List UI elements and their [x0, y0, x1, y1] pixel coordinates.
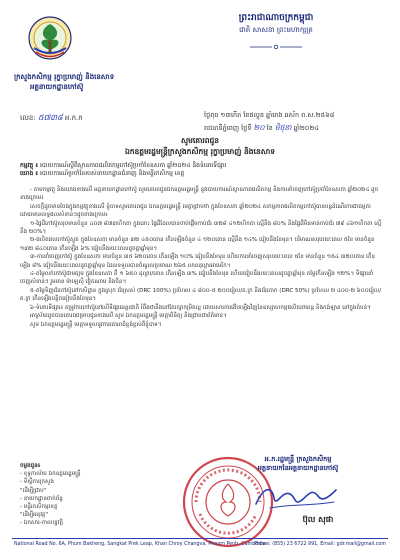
- solar-date-month: មិថុនា: [274, 123, 292, 132]
- cc-list: [20, 462, 170, 528]
- subject-text: របាយការណ៍ស្តីពីស្ថានភាពផលិតកម្មកៅស៊ូប្រចាំខែឧសភា ឆ្នាំ២០២៤ និងទំនោរទីផ្សារ: [39, 162, 227, 169]
- salutation: សូមគោរពជូន: [180, 136, 220, 145]
- handwritten-signature-icon: [250, 480, 342, 514]
- cc-item: - មន្ទីរកសិកម្មខេត្ត: [20, 504, 58, 511]
- cc-label: ចម្លងជូន៖: [20, 463, 41, 469]
- signatory-title-line1: អ.ក.រដ្ឋមន្ត្រី ក្រសួងកសិកម្ម: [264, 455, 332, 463]
- cc-item: "ដើម្បីអនុវត្ត": [20, 512, 49, 519]
- ministry-logo-icon: [26, 14, 74, 64]
- solar-date: [204, 123, 319, 134]
- signatory-title: [212, 455, 384, 473]
- doc-number-label: លេខ:: [20, 114, 36, 122]
- subject-label: កម្មវត្ថុ ៖: [20, 162, 39, 169]
- kingdom-title: ព្រះរាជាណាចក្រកម្ពុជា: [238, 13, 314, 23]
- body-paragraph: សូម ឯកឧត្តមរដ្ឋមន្ត្រី មេត្តាទទួលនូវការគោរពដ៏ខ្ពង់ខ្ពស់ពីខ្ញុំបាទ។: [30, 321, 162, 328]
- motto-ornament-icon: [248, 44, 304, 50]
- national-motto: ជាតិ សាសនា ព្រះមហាក្សត្រ: [239, 26, 313, 34]
- reference-text: របាយការណ៍ប្រចាំខែរបស់នាយកដ្ឋានជំនាញ និងមន្ទីរកសិកម្ម ខេត្ត: [39, 170, 185, 177]
- letter-body: [20, 186, 382, 329]
- solar-date-month-label: ខែ: [266, 124, 273, 132]
- footer-address: National Road No. 6A, Phum Bakheng, Sangkat Prek Leap, Khan Chroy Changva, Phnom Penh, Cambodia: [14, 542, 266, 547]
- body-paragraph: - តាមកម្មវត្ថុ និងយោងខាងលើ អគ្គនាយកដ្ឋានកៅស៊ូ សូមគោរពជូនឯកឧត្តមរដ្ឋមន្ត្រី នូវរបាយការណ៍ស្ថានភាពផលិតកម្ម និងការនាំចេញកៅស៊ូប្រចាំខែឧសភា ឆ្នាំ២០២៤ ដូចខាងក្រោម៖: [20, 187, 379, 202]
- subject-block: [20, 162, 380, 178]
- footer-divider: [12, 538, 388, 539]
- cc-item: - ខុទ្ទកាល័យ ឯកឧត្តមរដ្ឋមន្ត្រី: [20, 471, 81, 478]
- doc-number-suffix: អ.ក.ក: [64, 114, 83, 122]
- reference-line: [20, 170, 380, 178]
- doc-number-value: ៥៧៣៨: [37, 113, 63, 122]
- reference-label: យោង ៖: [20, 170, 39, 177]
- footer-contact: Phone: (855) 23 6722 991, Email: gdr.mail@gmail.com: [254, 542, 386, 547]
- cc-item: - នាយកដ្ឋានពាក់ព័ន្ធ: [20, 495, 63, 502]
- cc-item: - ឯកសារ-កាលប្បវត្តិ: [20, 520, 63, 527]
- solar-date-day: ២០: [253, 123, 265, 132]
- body-paragraph: អាស្រ័យដូចបានគោរពជម្រាបជូនខាងលើ សូម ឯកឧត្តមរដ្ឋមន្ត្រី មេត្តាពិនិត្យ និងជ្រាបជាព័ត៌មាន។: [30, 313, 227, 320]
- body-paragraph: ១-ផ្ទៃដីកៅស៊ូសរុបមានចំនួន ៤០៧ ៨៧៣ហិកតា ក្នុងនោះ ផ្ទៃដីដែលបានចាប់ផ្តើមកាប់ជ័រ ៣២៨ ៤១២ហិកតា ស្មើនឹង ៨០% និងផ្ទៃដីមិនទាន់កាប់ជ័រ ៧៩ ៤៦១ហិកតា ស្មើនឹង ២០%។: [20, 220, 382, 236]
- ministry-name: ក្រសួងកសិកម្ម រុក្ខាប្រមាញ់ និងនេសាទ: [14, 73, 115, 81]
- body-paragraph: សេចក្តីដូចមានចែងក្នុងកម្មវត្ថុខាងលើ ខ្ញុំបាទសូមគោរពជូន ឯកឧត្តមរដ្ឋមន្ត្រី មេត្តាជ្រាបថា ក្នុងខែឧសភា ឆ្នាំ២០២៤ សកម្មភាពផលិតកម្មកៅស៊ូបានបន្តដំណើរការជាធម្មតា ដោយមានលទ្ធផលសំខាន់ៗដូចខាងក្រោម៖: [20, 203, 371, 219]
- cc-item: "ដើម្បីជ្រាប": [20, 487, 47, 494]
- body-paragraph: ៥-តម្លៃទិញជ័រកៅស៊ូនៅកសិដ្ឋាន ក្នុងស្រុក ជ័រស្រស់ (DRC 100%) ប្រហែល ៤ ៨០០-៥ ២០០រៀល/គ.ក្រ និងជ័រកោក (DRC 50%) ប្រហែល ២ ៤០០-២ ៦០០រៀល/គ.ក្រ កើនឡើងបន្តិចធៀបនឹងខែមុន។: [20, 287, 382, 303]
- body-paragraph: ៣-ការនាំចេញកៅស៊ូ ក្នុងខែឧសភា មានចំនួន ៣៥ ៦២០តោន កើនឡើង ១០% ធៀបនឹងខែមុន ហើយការនាំចេញសរុបរយៈពេល ៥ខែ មានចំនួន ១៥៤ ៣២០តោន កើនឡើង ៨% ធៀបនឹងរយៈពេលដូចគ្នាឆ្នាំមុន ដែលទទួលបានចំណូលប្រមាណ ២៦៥ លានដុល្លារអាមេរិក។: [20, 254, 376, 269]
- subject-line: [20, 162, 380, 170]
- body-paragraph: ២-ផលិតផលកៅស៊ូស្ងួត ក្នុងខែឧសភា មានចំនួន ៣២ ៤៥០តោន កើនឡើងចំនួន ៤ ១២០តោន ស្មើនឹង ១៤% ធៀបនឹងខែមុន។ បរិមាណសរុបរយៈពេល ៥ខែ មានចំនួន ១៣២ ៨៤០តោន កើនឡើង ៦% ធៀបនឹងរយៈពេលដូចគ្នាឆ្នាំមុន។: [20, 237, 375, 252]
- signatory-title-line2: អគ្គនាយកនៃអគ្គនាយកដ្ឋានកៅស៊ូ: [257, 464, 339, 472]
- cc-item: - ទីស្តីការក្រសួង: [20, 479, 54, 486]
- document-number: [20, 112, 83, 124]
- national-header: [176, 12, 376, 54]
- lunar-date: ថ្ងៃពុធ ១៣កើត ខែផល្គុន ឆ្នាំរោង ឆស័ក ព.ស.២៥៦៨: [204, 111, 335, 119]
- body-paragraph: ៤-តម្លៃលក់កៅស៊ូជាមធ្យម ក្នុងខែឧសភា គឺ ១ ៦៥០ ដុល្លារ/តោន កើនឡើង ៣% ធៀបនឹងខែមុន ហើយធៀបនឹងរយៈពេលដូចគ្នាឆ្នាំមុន តម្លៃកើនឡើង ១២%។ ទីផ្សារនាំចេញសំខាន់ៗ រួមមាន ម៉ាឡេស៊ី វៀតណាម និងចិន។: [20, 271, 374, 286]
- solar-date-year: ឆ្នាំ២០២៤: [293, 124, 319, 132]
- signatory-name: ប៊ុល សុផា: [302, 515, 334, 524]
- body-paragraph: ៦-ទំនោរទីផ្សារ៖ តម្រូវការកៅស៊ូនៅលើទីផ្សារអន្តរជាតិ រំពឹងថានឹងនៅតែរក្សាកម្រិតល្អ ដោយសារការងើបឡើងវិញនៃឧស្សាហកម្មផលិតរថយន្ត និងកង់ឡាន នៅក្នុងតំបន់។: [30, 304, 371, 311]
- addressee: ឯកឧត្តមរដ្ឋមន្ត្រីក្រសួងកសិកម្ម រុក្ខាប្រមាញ់ និងនេសាទ: [125, 147, 275, 156]
- department-name: អគ្គនាយកដ្ឋានកៅស៊ូ: [30, 83, 84, 91]
- solar-date-prefix: រាជធានីភ្នំពេញ ថ្ងៃទី: [204, 124, 252, 132]
